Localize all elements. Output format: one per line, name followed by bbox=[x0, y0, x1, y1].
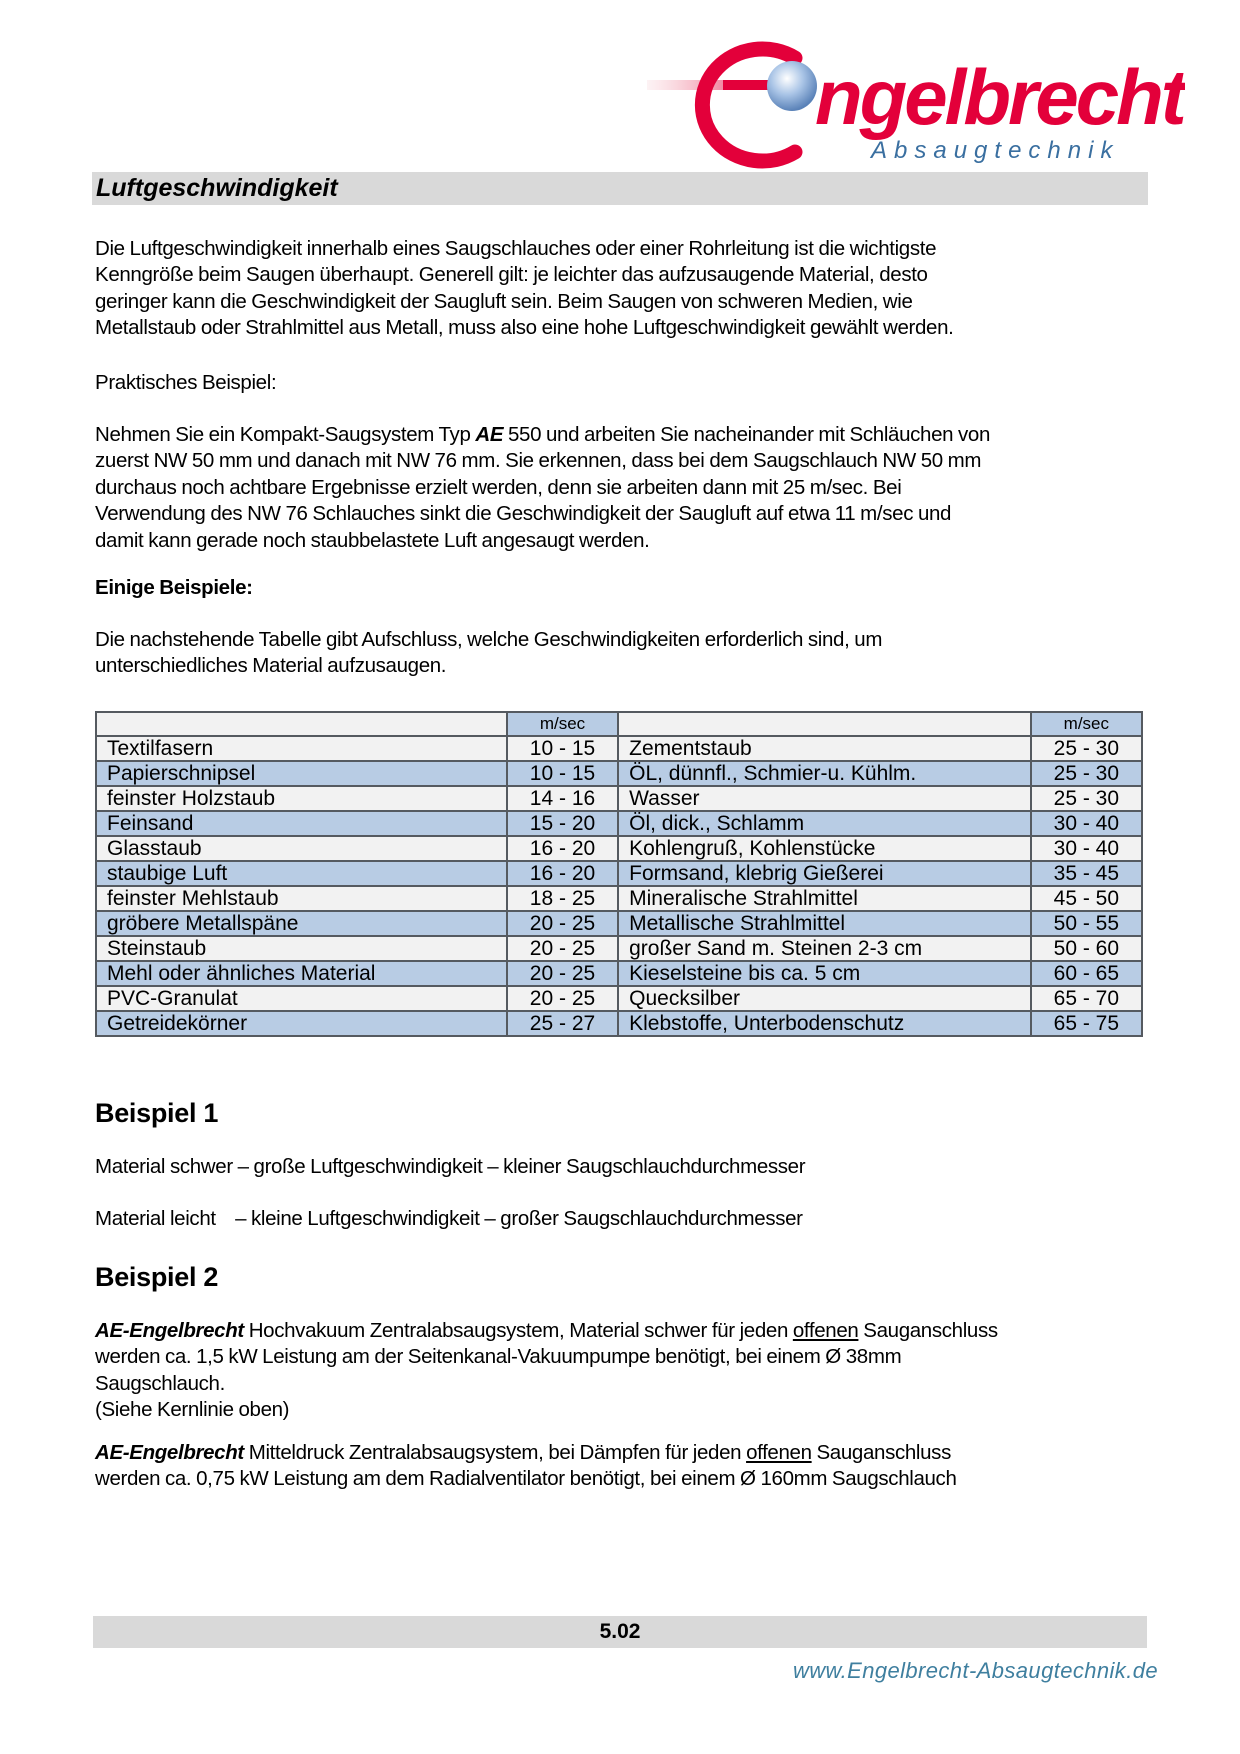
intro-line: Die Luftgeschwindigkeit innerhalb eines Saugschlauches oder einer Rohrleitung ist die wichtigste bbox=[95, 237, 937, 260]
p2-line-1 bbox=[95, 1440, 1155, 1466]
header-material-right bbox=[618, 712, 1031, 736]
material-right: Metallische Strahlmittel bbox=[618, 911, 1031, 936]
example-text: Nehmen Sie ein Kompakt-Saugsystem Typ bbox=[95, 423, 476, 446]
material-left: feinster Mehlstaub bbox=[96, 886, 507, 911]
p2-text: Mitteldruck Zentralabsaugsystem, bei Dämpfen für jeden bbox=[243, 1441, 747, 1464]
speed-right: 45 - 50 bbox=[1031, 886, 1142, 911]
speed-left: 16 - 20 bbox=[507, 861, 618, 886]
examples-heading: Einige Beispiele: bbox=[95, 576, 253, 599]
offenen-underlined: offenen bbox=[792, 1319, 859, 1342]
page-number: 5.02 bbox=[599, 1620, 641, 1643]
table-header-row bbox=[96, 712, 1142, 736]
material-left: Glasstaub bbox=[96, 836, 507, 861]
speed-left: 25 - 27 bbox=[507, 1011, 618, 1036]
header-unit-right: m/sec bbox=[1031, 712, 1142, 736]
example-label: Praktisches Beispiel: bbox=[95, 371, 277, 394]
material-left: Steinstaub bbox=[96, 936, 507, 961]
speed-right: 65 - 75 bbox=[1031, 1011, 1142, 1036]
example-text: 550 und arbeiten Sie nacheinander mit Schläuchen von bbox=[503, 423, 991, 446]
speed-right: 25 - 30 bbox=[1031, 736, 1142, 761]
offenen-underlined: offenen bbox=[746, 1441, 812, 1464]
speed-right: 30 - 40 bbox=[1031, 811, 1142, 836]
speed-left: 16 - 20 bbox=[507, 836, 618, 861]
logo-subtitle-text: Absaugtechnik bbox=[871, 137, 1120, 164]
material-right: Kohlengruß, Kohlenstücke bbox=[618, 836, 1031, 861]
table-row bbox=[96, 786, 1142, 811]
table-row bbox=[96, 861, 1142, 886]
material-left: gröbere Metallspäne bbox=[96, 911, 507, 936]
p2-text: Sauganschluss bbox=[811, 1441, 951, 1464]
speed-right: 50 - 55 bbox=[1031, 911, 1142, 936]
speed-left: 20 - 25 bbox=[507, 986, 618, 1011]
table-intro bbox=[95, 627, 1155, 680]
product-type-ae: AE bbox=[475, 423, 504, 446]
table-row bbox=[96, 911, 1142, 936]
material-right: Öl, dick., Schlamm bbox=[618, 811, 1031, 836]
p1-text: Sauganschluss bbox=[858, 1319, 998, 1342]
speed-left: 14 - 16 bbox=[507, 786, 618, 811]
speed-left: 20 - 25 bbox=[507, 961, 618, 986]
speed-left: 18 - 25 bbox=[507, 886, 618, 911]
header-unit-left: m/sec bbox=[507, 712, 618, 736]
p2-line: werden ca. 0,75 kW Leistung am dem Radialventilator benötigt, bei einem Ø 160mm Saugschlauch bbox=[95, 1467, 957, 1491]
material-right: Klebstoffe, Unterbodenschutz bbox=[618, 1011, 1031, 1036]
material-left: Mehl oder ähnliches Material bbox=[96, 961, 507, 986]
example-paragraph bbox=[95, 422, 1155, 554]
beispiel-1-light-line: Material leicht – kleine Luftgeschwindigkeit – großer Saugschlauchdurchmesser bbox=[95, 1207, 803, 1230]
material-left: staubige Luft bbox=[96, 861, 507, 886]
p1-line: Saugschlauch. bbox=[95, 1371, 225, 1395]
material-right: Mineralische Strahlmittel bbox=[618, 886, 1031, 911]
material-left: PVC-Granulat bbox=[96, 986, 507, 1011]
intro-line: Metallstaub oder Strahlmittel aus Metall, muss also eine hohe Luftgeschwindigkeit gewählt werden. bbox=[95, 316, 954, 340]
table-intro-line: Die nachstehende Tabelle gibt Aufschluss, welche Geschwindigkeiten erforderlich sind, um bbox=[95, 628, 883, 651]
footer-website-link[interactable]: www.Engelbrecht-Absaugtechnik.de bbox=[792, 1658, 1158, 1683]
table-row bbox=[96, 936, 1142, 961]
speed-right: 50 - 60 bbox=[1031, 936, 1142, 961]
header-material-left bbox=[96, 712, 507, 736]
company-logo bbox=[645, 36, 1185, 176]
beispiel-1-heading: Beispiel 1 bbox=[95, 1098, 219, 1128]
material-right: ÖL, dünnfl., Schmier-u. Kühlm. bbox=[618, 761, 1031, 786]
speed-right: 35 - 45 bbox=[1031, 861, 1142, 886]
speed-right: 60 - 65 bbox=[1031, 961, 1142, 986]
speed-left: 20 - 25 bbox=[507, 936, 618, 961]
table-row bbox=[96, 736, 1142, 761]
table-row bbox=[96, 761, 1142, 786]
table-row bbox=[96, 836, 1142, 861]
intro-line: Kenngröße beim Saugen überhaupt. Generell gilt: je leichter das aufzusaugende Material, desto bbox=[95, 263, 928, 287]
speed-right: 25 - 30 bbox=[1031, 761, 1142, 786]
speed-left: 15 - 20 bbox=[507, 811, 618, 836]
example-line: Verwendung des NW 76 Schlauches sinkt die Geschwindigkeit der Saugluft auf etwa 11 m/sec und bbox=[95, 502, 952, 526]
table-row bbox=[96, 961, 1142, 986]
example-line-1 bbox=[95, 422, 1155, 448]
speed-right: 30 - 40 bbox=[1031, 836, 1142, 861]
table-row bbox=[96, 1011, 1142, 1036]
p1-line: werden ca. 1,5 kW Leistung am der Seitenkanal-Vakuumpumpe benötigt, bei einem Ø 38mm bbox=[95, 1345, 902, 1369]
example-line: zuerst NW 50 mm und danach mit NW 76 mm. Sie erkennen, dass bei dem Saugschlauch NW 50 mm bbox=[95, 449, 982, 473]
material-right: Formsand, klebrig Gießerei bbox=[618, 861, 1031, 886]
table-intro-line: unterschiedliches Material aufzusaugen. bbox=[95, 654, 447, 678]
speed-right: 65 - 70 bbox=[1031, 986, 1142, 1011]
air-speed-table bbox=[95, 711, 1143, 1037]
material-right: Zementstaub bbox=[618, 736, 1031, 761]
material-left: feinster Holzstaub bbox=[96, 786, 507, 811]
speed-left: 10 - 15 bbox=[507, 761, 618, 786]
material-left: Papierschnipsel bbox=[96, 761, 507, 786]
beispiel-2-paragraph-2 bbox=[95, 1440, 1155, 1493]
material-left: Getreidekörner bbox=[96, 1011, 507, 1036]
beispiel-2-heading: Beispiel 2 bbox=[95, 1262, 219, 1292]
page-title: Luftgeschwindigkeit bbox=[96, 174, 338, 202]
footer-page-bar bbox=[93, 1616, 1147, 1648]
material-right: Kieselsteine bis ca. 5 cm bbox=[618, 961, 1031, 986]
example-line: damit kann gerade noch staubbelastete Luft angesaugt werden. bbox=[95, 528, 650, 552]
beispiel-1-heavy-line: Material schwer – große Luftgeschwindigkeit – kleiner Saugschlauchdurchmesser bbox=[95, 1155, 806, 1178]
table-row bbox=[96, 811, 1142, 836]
brand-name: AE-Engelbrecht bbox=[95, 1319, 244, 1342]
p1-line-1 bbox=[95, 1318, 1155, 1344]
p1-line: (Siehe Kernlinie oben) bbox=[95, 1398, 290, 1422]
material-right: großer Sand m. Steinen 2-3 cm bbox=[618, 936, 1031, 961]
brand-name: AE-Engelbrecht bbox=[95, 1441, 244, 1464]
intro-line: geringer kann die Geschwindigkeit der Saugluft sein. Beim Saugen von schweren Medien, wie bbox=[95, 289, 913, 313]
beispiel-2-paragraph-1 bbox=[95, 1318, 1155, 1424]
speed-right: 25 - 30 bbox=[1031, 786, 1142, 811]
material-left: Textilfasern bbox=[96, 736, 507, 761]
material-left: Feinsand bbox=[96, 811, 507, 836]
logo-brand-text: ngelbrecht bbox=[815, 53, 1184, 141]
material-right: Wasser bbox=[618, 786, 1031, 811]
page-title-bar bbox=[92, 172, 1148, 205]
table-row bbox=[96, 886, 1142, 911]
speed-left: 10 - 15 bbox=[507, 736, 618, 761]
speed-left: 20 - 25 bbox=[507, 911, 618, 936]
intro-paragraph bbox=[95, 236, 1155, 342]
material-right: Quecksilber bbox=[618, 986, 1031, 1011]
table-row bbox=[96, 986, 1142, 1011]
example-line: durchaus noch achtbare Ergebnisse erzielt werden, denn sie arbeiten dann mit 25 m/sec. Bei bbox=[95, 475, 902, 499]
p1-text: Hochvakuum Zentralabsaugsystem, Material schwer für jeden bbox=[243, 1319, 793, 1342]
